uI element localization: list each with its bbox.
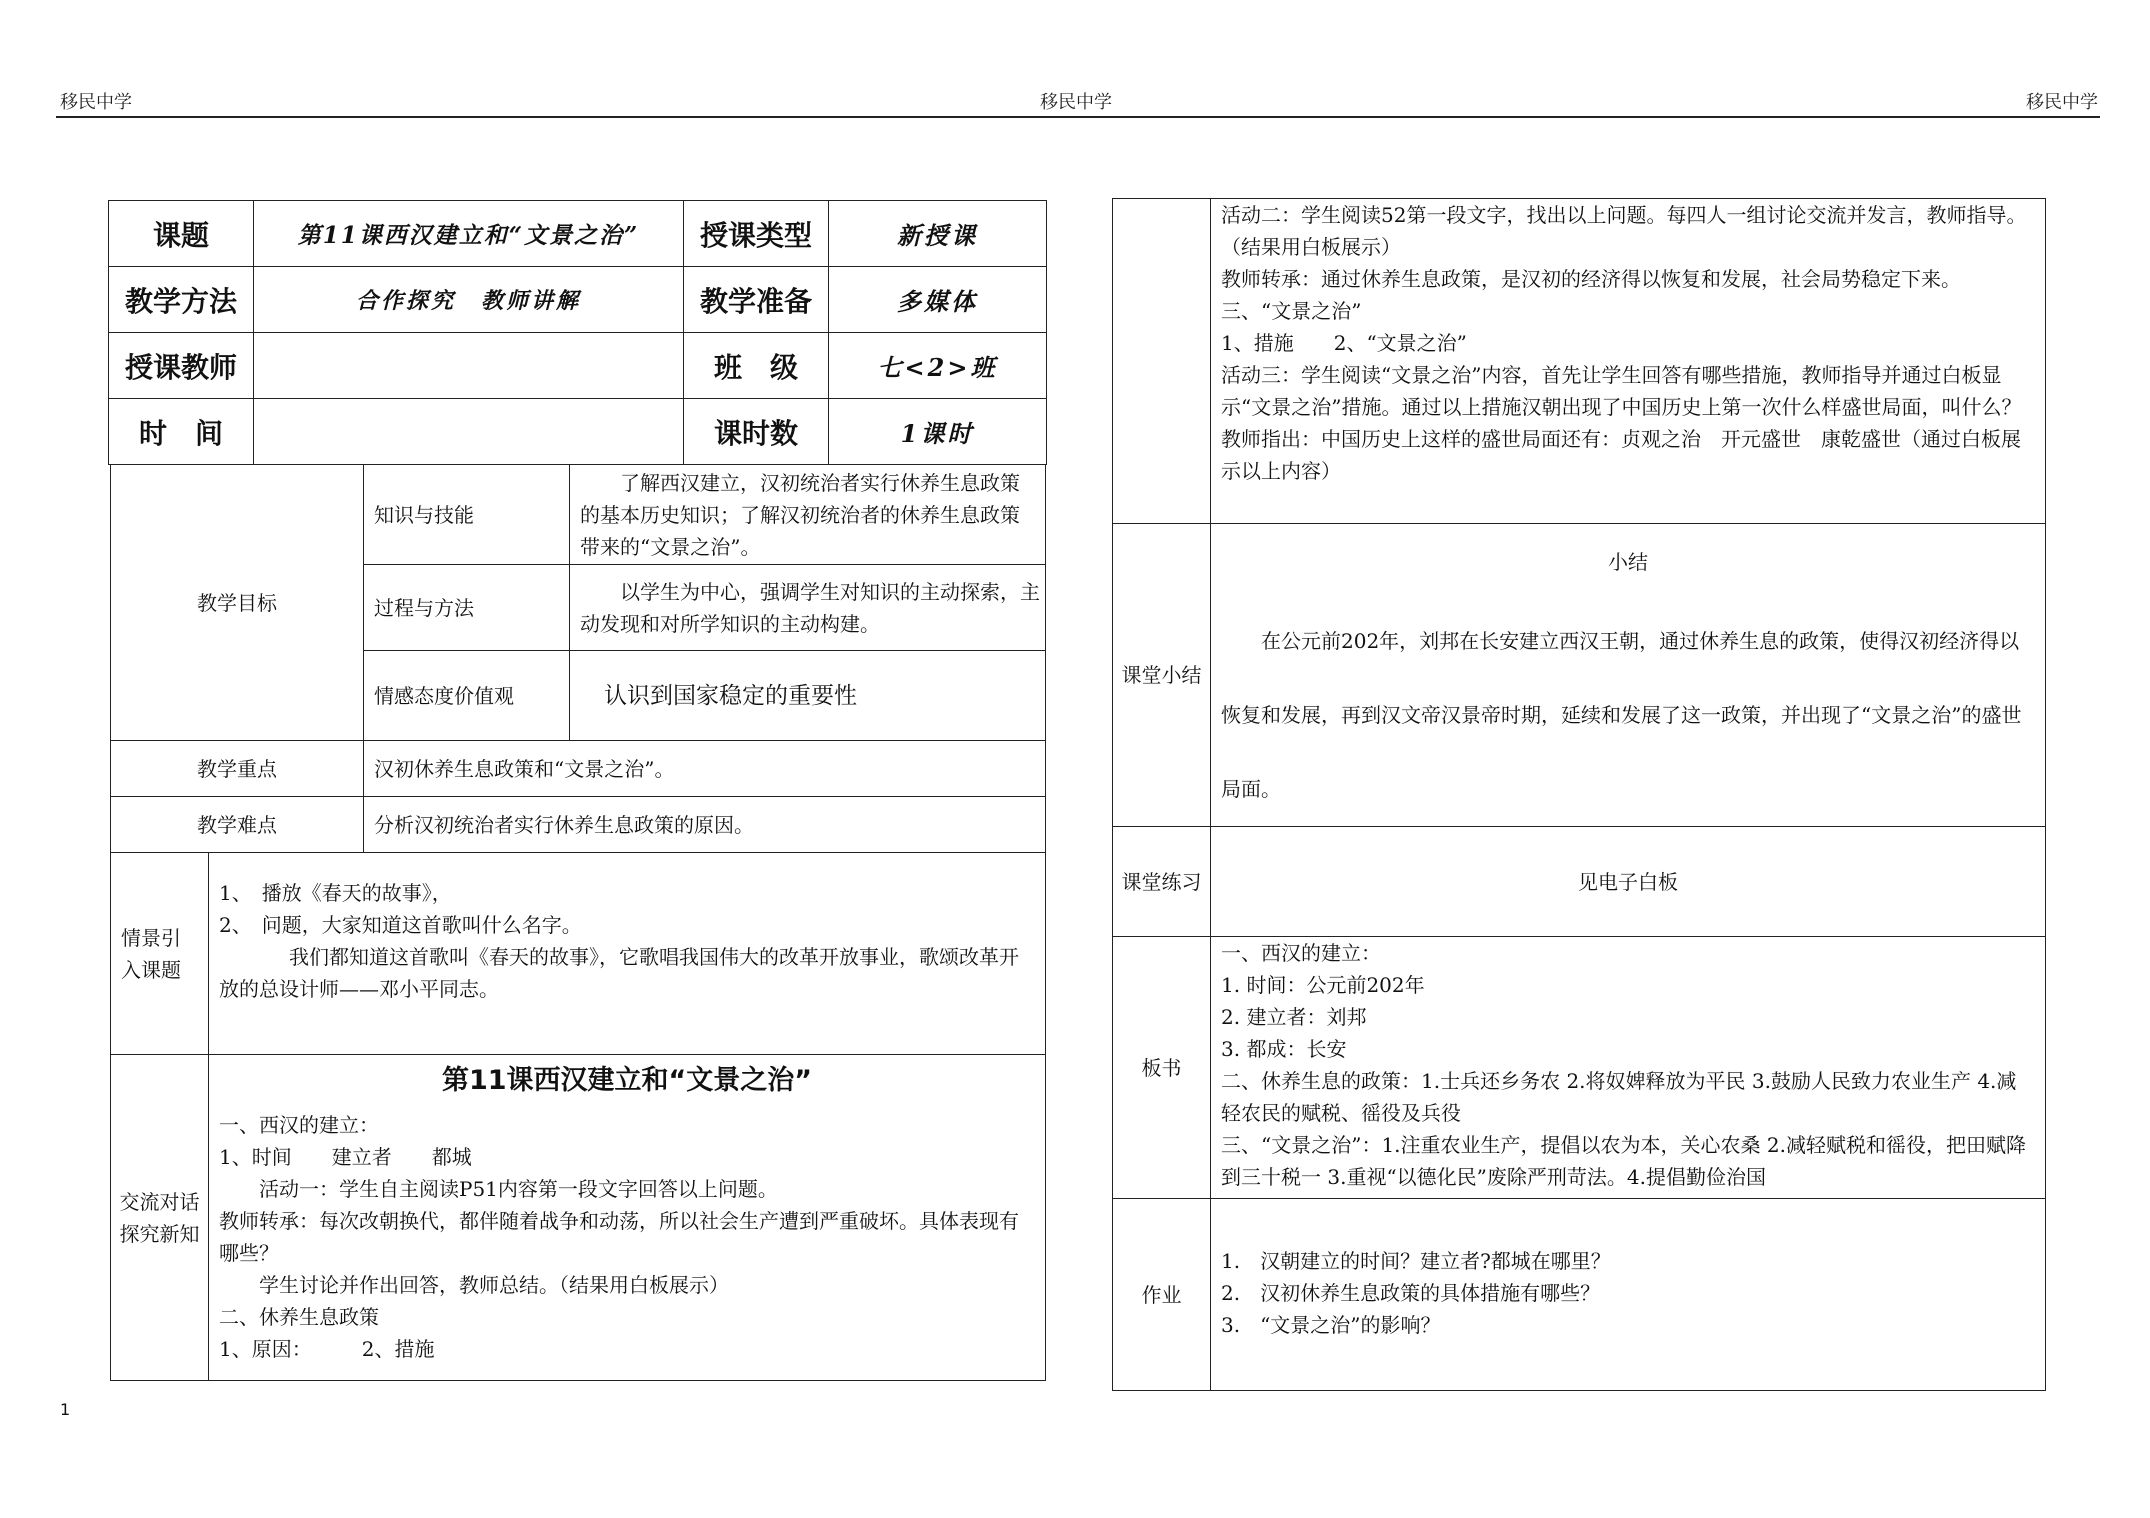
goals-label: 教学目标 bbox=[111, 465, 364, 741]
intro-paragraph: 我们都知道这首歌叫《春天的故事》，它歌唱我国伟大的改革开放事业，歌颂改革开放的总设计师——邓小平同志。 bbox=[219, 945, 1019, 1001]
right-table bbox=[1112, 198, 2046, 1391]
activity-line: 活动三：学生阅读“文景之治”内容，首先让学生回答有哪些措施，教师指导并通过白板显示“文景之治”措施。通过以上措施汉朝出现了中国历史上第一次什么样盛世局面，叫什么？教师指出：中国历史上这样的盛世局面还有：贞观之治 开元盛世 康乾盛世（通过白板展示以上内容） bbox=[1221, 363, 2022, 483]
lesson-type-label: 授课类型 bbox=[684, 201, 829, 267]
summary-label: 课堂小结 bbox=[1113, 524, 1211, 827]
board-line: 2. 建立者：刘邦 bbox=[1221, 1005, 1367, 1029]
process-text: 以学生为中心，强调学生对知识的主动探索，主动发现和对所学知识的主动构建。 bbox=[570, 565, 1046, 651]
exchange-line: 一、西汉的建立： bbox=[219, 1113, 379, 1137]
exchange-line: 教师转承：每次改朝换代，都伴随着战争和动荡，所以社会生产遭到严重破坏。具体表现有哪些？ bbox=[219, 1209, 1019, 1265]
board-label: 板书 bbox=[1113, 937, 1211, 1199]
method-label: 教学方法 bbox=[109, 267, 254, 333]
summary-heading: 小结 bbox=[1608, 550, 1648, 574]
practice-label: 课堂练习 bbox=[1113, 827, 1211, 937]
activity-line: 1、措施 2、“文景之治” bbox=[1221, 331, 1467, 355]
homework-item: 1. 汉朝建立的时间？建立者?都城在哪里？ bbox=[1221, 1249, 1611, 1273]
board-line: 二、休养生息的政策：1.士兵还乡务农 2.将奴婢释放为平民 3.鼓励人民致力农业生产 4.减轻农民的赋税、徭役及兵役 bbox=[1221, 1069, 2017, 1125]
exchange-label: 交流对话探究新知 bbox=[111, 1055, 209, 1381]
key-point-text: 汉初休养生息政策和“文景之治”。 bbox=[364, 741, 1046, 797]
hours-label: 课时数 bbox=[684, 399, 829, 465]
practice-text: 见电子白板 bbox=[1211, 827, 2046, 937]
board-content bbox=[1211, 937, 2046, 1199]
board-line: 三、“文景之治”：1.注重农业生产，提倡以农为本，关心农桑 2.减轻赋税和徭役，把田赋降到三十税一 3.重视“以德化民”废除严刑苛法。4.提倡勤俭治国 bbox=[1221, 1133, 2026, 1189]
lesson-title: 第11课西汉建立和“文景之治” bbox=[441, 1065, 813, 1096]
page-number: 1 bbox=[60, 1400, 71, 1419]
activity-line: 活动二：学生阅读52第一段文字，找出以上问题。每四人一组讨论交流并发言，教师指导。（结果用白板展示） bbox=[1221, 203, 2027, 259]
exchange-line: 1、原因： 2、措施 bbox=[219, 1337, 435, 1361]
summary-text: 在公元前202年，刘邦在长安建立西汉王朝，通过休养生息的政策，使得汉初经济得以恢复和发展，再到汉文帝汉景帝时期，延续和发展了这一政策，并出现了“文景之治”的盛世局面。 bbox=[1221, 629, 2022, 801]
exchange-content bbox=[209, 1055, 1046, 1381]
header-center: 移民中学 bbox=[1040, 92, 1112, 113]
method-value: 合作探究 教师讲解 bbox=[254, 267, 684, 333]
homework-item: 2. 汉初休养生息政策的具体措施有哪些？ bbox=[1221, 1281, 1601, 1305]
exchange-line: 1、时间 建立者 都城 bbox=[219, 1145, 472, 1169]
key-point-label: 教学重点 bbox=[111, 741, 364, 797]
emotion-label: 情感态度价值观 bbox=[364, 651, 570, 741]
intro-content bbox=[209, 853, 1046, 1055]
teacher-value bbox=[254, 333, 684, 399]
time-label: 时 间 bbox=[109, 399, 254, 465]
exchange-line: 活动一：学生自主阅读P51内容第一段文字回答以上问题。 bbox=[219, 1177, 778, 1201]
board-line: 一、西汉的建立： bbox=[1221, 941, 1381, 965]
lesson-table bbox=[110, 464, 1046, 1381]
activity-content bbox=[1211, 199, 2046, 524]
lesson-type-value: 新授课 bbox=[829, 201, 1047, 267]
intro-item: 1、 播放《春天的故事》， bbox=[219, 881, 452, 905]
info-table bbox=[108, 200, 1047, 465]
hours-value: 1课时 bbox=[829, 399, 1047, 465]
header-rule bbox=[56, 116, 2100, 118]
class-label: 班 级 bbox=[684, 333, 829, 399]
knowledge-text: 了解西汉建立，汉初统治者实行休养生息政策的基本历史知识；了解汉初统治者的休养生息政策带来的“文景之治”。 bbox=[570, 465, 1046, 565]
topic-label: 课题 bbox=[109, 201, 254, 267]
header-right: 移民中学 bbox=[2026, 92, 2098, 113]
header-left: 移民中学 bbox=[60, 92, 132, 113]
emotion-text: 认识到国家稳定的重要性 bbox=[570, 651, 1046, 741]
board-line: 3. 都成：长安 bbox=[1221, 1037, 1347, 1061]
summary-content bbox=[1211, 524, 2046, 827]
class-value: 七<2>班 bbox=[829, 333, 1047, 399]
prep-value: 多媒体 bbox=[829, 267, 1047, 333]
difficulty-text: 分析汉初统治者实行休养生息政策的原因。 bbox=[364, 797, 1046, 853]
intro-item: 2、 问题，大家知道这首歌叫什么名字。 bbox=[219, 913, 582, 937]
knowledge-label: 知识与技能 bbox=[364, 465, 570, 565]
homework-item: 3. “文景之治”的影响？ bbox=[1221, 1313, 1441, 1337]
activity-line: 教师转承：通过休养生息政策，是汉初的经济得以恢复和发展，社会局势稳定下来。 bbox=[1221, 267, 1961, 291]
activity-line: 三、“文景之治” bbox=[1221, 299, 1362, 323]
process-label: 过程与方法 bbox=[364, 565, 570, 651]
topic-value: 第11课西汉建立和“文景之治” bbox=[254, 201, 684, 267]
homework-content bbox=[1211, 1199, 2046, 1391]
activity-label-cell bbox=[1113, 199, 1211, 524]
time-value bbox=[254, 399, 684, 465]
exchange-line: 二、休养生息政策 bbox=[219, 1305, 379, 1329]
exchange-line: 学生讨论并作出回答，教师总结。（结果用白板展示） bbox=[219, 1273, 729, 1297]
teacher-label: 授课教师 bbox=[109, 333, 254, 399]
intro-label: 情景引入课题 bbox=[111, 853, 209, 1055]
prep-label: 教学准备 bbox=[684, 267, 829, 333]
board-line: 1. 时间：公元前202年 bbox=[1221, 973, 1425, 997]
homework-label: 作业 bbox=[1113, 1199, 1211, 1391]
difficulty-label: 教学难点 bbox=[111, 797, 364, 853]
